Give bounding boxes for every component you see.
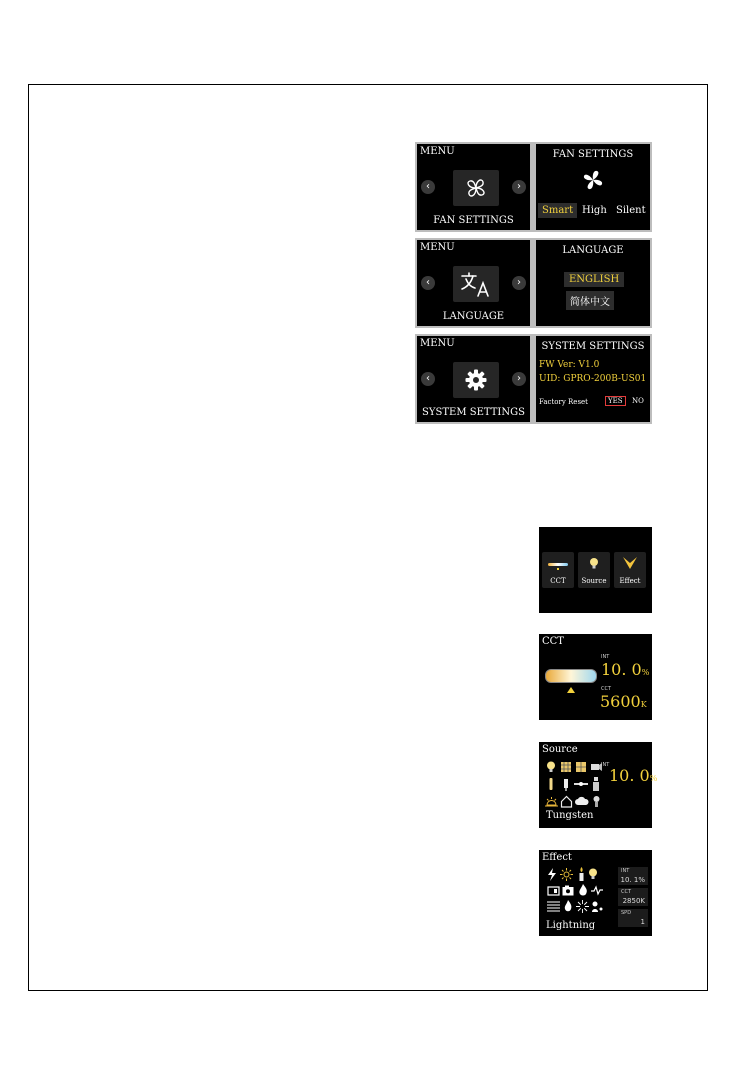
tile-label: CCT xyxy=(550,577,566,585)
sunrise-icon[interactable] xyxy=(545,796,558,808)
fan-menu-screen xyxy=(417,144,530,230)
fan-settings-screen xyxy=(536,144,650,230)
tile-effect[interactable] xyxy=(614,552,646,588)
cloud-icon[interactable] xyxy=(575,797,589,806)
menu-title: MENU xyxy=(420,338,455,349)
cct-label: CCT xyxy=(601,686,612,692)
bulb-pulse-icon[interactable] xyxy=(588,868,598,881)
cct-unit: K xyxy=(640,700,647,709)
cct-value: 2850K xyxy=(622,897,645,905)
cct-title: CCT xyxy=(542,636,564,647)
selected-effect-label: Lightning xyxy=(546,920,596,931)
menu-title: MENU xyxy=(420,146,455,157)
candle-icon[interactable] xyxy=(562,778,570,791)
cct-marker-icon xyxy=(557,568,559,570)
source-icon-grid xyxy=(544,759,604,813)
effect-spd-box[interactable] xyxy=(618,909,648,927)
factory-reset-no[interactable]: NO xyxy=(632,397,644,405)
tv-icon[interactable] xyxy=(547,886,560,896)
tube-light-icon[interactable] xyxy=(548,778,554,791)
fan-outline-icon xyxy=(463,175,489,201)
fan-option-smart[interactable]: Smart xyxy=(538,203,577,218)
bulb-icon xyxy=(589,557,599,570)
house-icon[interactable] xyxy=(560,795,573,808)
candle-flame-icon[interactable] xyxy=(578,867,585,881)
settings-title: SYSTEM SETTINGS xyxy=(541,341,645,352)
tile-label: Effect xyxy=(619,577,641,585)
next-arrow-icon[interactable]: › xyxy=(512,276,526,290)
source-screen xyxy=(539,742,658,828)
mode-select-screen xyxy=(539,527,652,613)
int-label: INT xyxy=(601,654,610,660)
language-icon-box xyxy=(453,266,499,302)
cct-screen xyxy=(539,634,652,720)
camera-flash-icon[interactable] xyxy=(562,885,574,896)
fan-option-silent[interactable]: Silent xyxy=(616,205,646,216)
effect-title: Effect xyxy=(542,852,572,863)
menu-item-label: SYSTEM SETTINGS xyxy=(422,407,525,418)
effect-icon-grid xyxy=(547,867,611,915)
factory-reset-label: Factory Reset xyxy=(539,398,588,406)
fan-icon-box xyxy=(453,170,499,206)
firework-icon[interactable] xyxy=(576,900,589,913)
cct-value: 5600 xyxy=(600,692,641,711)
effect-int-box[interactable] xyxy=(618,867,648,885)
next-arrow-icon[interactable]: › xyxy=(512,180,526,194)
cct-gradient-bar[interactable] xyxy=(545,669,597,683)
system-menu-screen xyxy=(417,336,530,422)
effect-icon xyxy=(622,556,638,570)
settings-title: LANGUAGE xyxy=(562,245,624,256)
led-panel-icon[interactable] xyxy=(560,761,572,773)
settings-title: FAN SETTINGS xyxy=(552,149,634,160)
language-option-english[interactable]: ENGLISH xyxy=(564,272,624,287)
fire-icon[interactable] xyxy=(577,884,589,896)
cct-label: CCT xyxy=(621,889,632,895)
selected-source-label: Tungsten xyxy=(546,810,594,821)
prev-arrow-icon[interactable]: ‹ xyxy=(421,180,435,194)
prev-arrow-icon[interactable]: ‹ xyxy=(421,276,435,290)
sun-icon[interactable] xyxy=(560,868,573,881)
factory-reset-yes[interactable]: YES xyxy=(605,396,626,406)
lightning-icon[interactable] xyxy=(547,868,557,881)
tv-static-icon[interactable] xyxy=(547,901,560,912)
language-settings-screen xyxy=(536,240,650,326)
gear-icon xyxy=(464,368,488,392)
cct-slider-marker-icon[interactable] xyxy=(567,687,575,693)
tile-label: Source xyxy=(581,577,607,585)
pulse-icon[interactable] xyxy=(591,886,603,895)
effect-cct-box[interactable] xyxy=(618,888,648,906)
firmware-version: FW Ver: V1.0 xyxy=(539,360,600,370)
flame-icon[interactable] xyxy=(563,900,573,912)
menu-title: MENU xyxy=(420,242,455,253)
device-uid: UID: GPRO-200B-US01 xyxy=(539,374,647,384)
int-unit: % xyxy=(641,668,650,677)
next-arrow-icon[interactable]: › xyxy=(512,372,526,386)
spd-value: 1 xyxy=(640,918,645,926)
fan-option-high[interactable]: High xyxy=(582,205,607,216)
cct-bar-icon xyxy=(548,563,568,566)
menu-item-label: LANGUAGE xyxy=(442,311,505,322)
int-readout xyxy=(609,766,657,785)
lamp-icon[interactable] xyxy=(592,777,600,791)
fluorescent-icon[interactable] xyxy=(574,781,588,787)
effect-screen xyxy=(539,850,652,936)
int-value: 10. 0 xyxy=(601,660,642,679)
cct-readout xyxy=(600,692,647,711)
bulb-small-icon[interactable] xyxy=(593,795,600,808)
language-option-chinese[interactable]: 简体中文 xyxy=(566,291,614,310)
int-label: INT xyxy=(621,868,630,874)
spd-label: SPD xyxy=(621,910,632,916)
system-icon-box xyxy=(453,362,499,398)
int-value: 10. 1% xyxy=(620,876,645,884)
tile-cct[interactable] xyxy=(542,552,574,588)
tungsten-bulb-icon[interactable] xyxy=(546,761,556,773)
party-icon[interactable] xyxy=(591,901,604,912)
language-menu-screen xyxy=(417,240,530,326)
fan-icon xyxy=(581,168,605,192)
int-unit: % xyxy=(649,774,658,783)
prev-arrow-icon[interactable]: ‹ xyxy=(421,372,435,386)
system-settings-screen xyxy=(536,336,650,422)
tile-source[interactable] xyxy=(578,552,610,588)
int-readout xyxy=(601,660,649,679)
int-value: 10. 0 xyxy=(609,766,650,785)
menu-item-label: FAN SETTINGS xyxy=(433,215,514,226)
source-title: Source xyxy=(542,744,578,755)
int-label: INT xyxy=(601,762,610,768)
translate-icon xyxy=(459,269,493,299)
panel-light-icon[interactable] xyxy=(575,761,587,773)
